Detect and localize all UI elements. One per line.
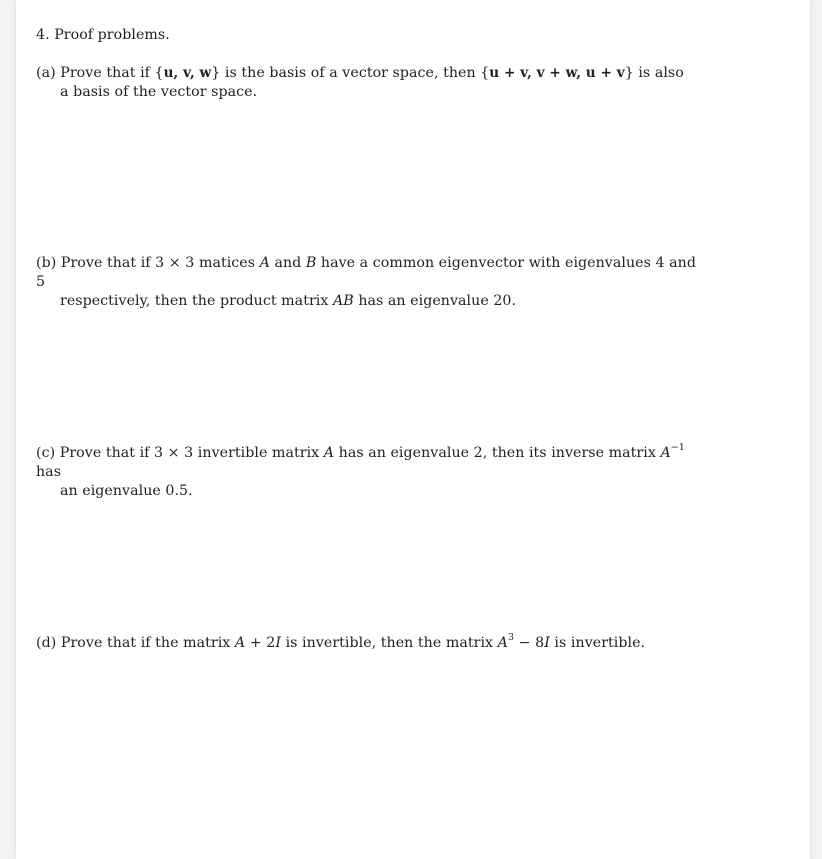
problem-a-text: Prove that if { [60, 65, 164, 81]
inverse-exponent: −1 [670, 442, 685, 454]
problem-c [36, 444, 706, 501]
problem-a-label: (a) [36, 65, 56, 81]
document-page [16, 0, 810, 859]
matrix-a: A [497, 635, 508, 651]
problem-c-line2: an eigenvalue 0.5. [60, 483, 193, 499]
matrix-b: B [305, 255, 317, 271]
problem-c-line1 [36, 444, 706, 482]
problem-b [36, 254, 706, 311]
cube-exponent: 3 [507, 632, 515, 644]
problem-d [36, 634, 706, 653]
problem-d-text: is invertible. [549, 635, 646, 651]
problem-d-text: + 2 [245, 635, 276, 651]
problem-c-text: has an eigenvalue 2, then its inverse matrix [334, 445, 661, 461]
problem-a [36, 64, 706, 102]
problem-d-label: (d) [36, 635, 57, 651]
matrix-ab: AB [332, 293, 354, 309]
problem-c-label: (c) [36, 445, 56, 461]
problem-c-text: has [36, 464, 62, 480]
problem-a-text: } is also [624, 65, 684, 81]
vector-set-uvw: u, v, w [163, 65, 212, 81]
problem-d-line1 [36, 634, 706, 653]
section-heading: 4. Proof problems. [36, 27, 170, 43]
matrix-a: A [234, 635, 246, 651]
problem-a-line1 [36, 64, 706, 83]
problem-b-text: has an eigenvalue 20. [353, 293, 517, 309]
problem-b-line2 [36, 292, 706, 311]
matrix-a: A [660, 445, 671, 461]
problem-a-text: } is the basis of a vector space, then { [211, 65, 490, 81]
problem-b-text: respectively, then the product matrix [60, 293, 333, 309]
matrix-a: A [259, 255, 270, 271]
problem-d-text: − 8 [514, 635, 545, 651]
problem-b-label: (b) [36, 255, 57, 271]
problem-d-text: is invertible, then the matrix [281, 635, 498, 651]
problem-a-line2: a basis of the vector space. [60, 84, 258, 100]
problem-b-text: have a common eigenvector with eigenvalues 4 and 5 [36, 255, 696, 290]
vector-set-sums: u + v, v + w, u + v [489, 65, 625, 81]
identity-matrix: I [275, 635, 282, 651]
problem-b-text: Prove that if 3 × 3 matices [60, 255, 260, 271]
problem-d-text: Prove that if the matrix [60, 635, 235, 651]
identity-matrix: I [544, 635, 550, 651]
problem-b-text: and [269, 255, 306, 271]
problem-c-text: Prove that if 3 × 3 invertible matrix [59, 445, 324, 461]
matrix-a: A [323, 445, 335, 461]
problem-b-line1 [36, 254, 706, 292]
